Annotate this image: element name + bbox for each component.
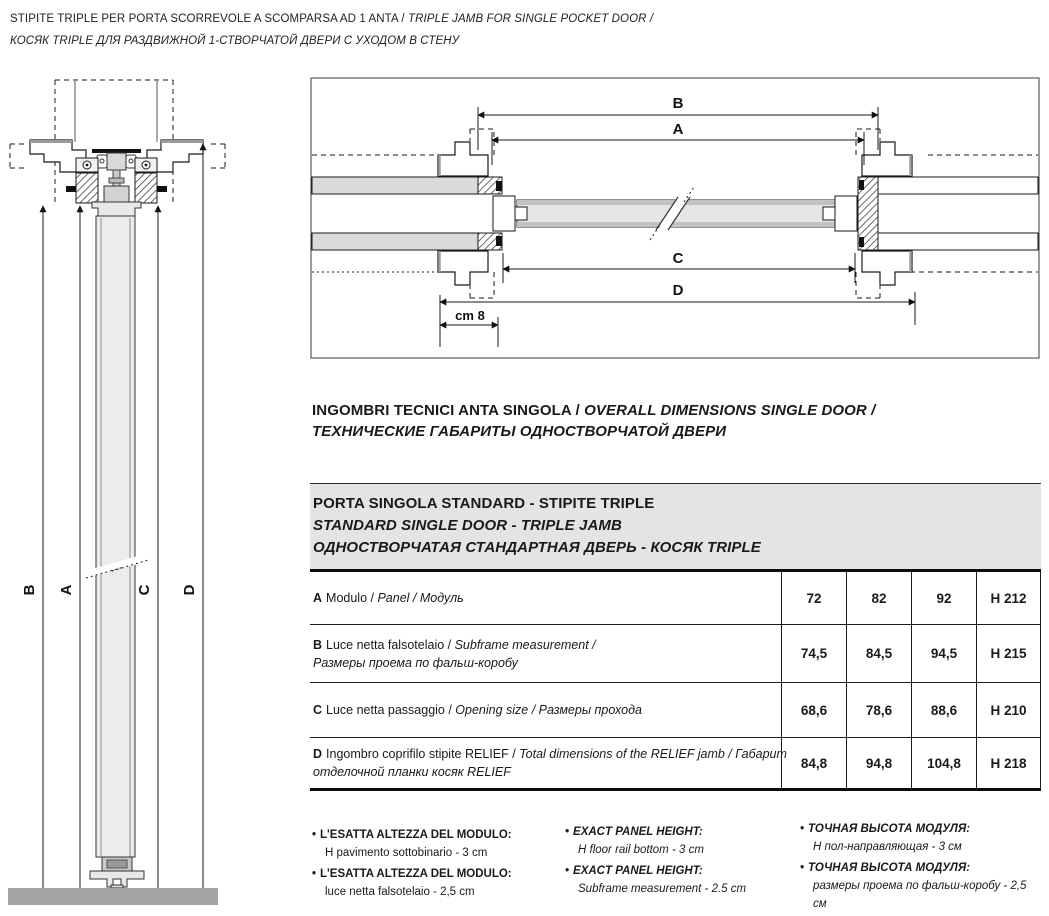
heading-line2 bbox=[312, 421, 1032, 442]
dim-label-d: D bbox=[181, 584, 198, 596]
dim-label-d: D bbox=[672, 282, 684, 299]
cell-value: 84,8 bbox=[781, 738, 846, 788]
footnotes-russian bbox=[800, 820, 1043, 916]
page-title-line2-ru: КОСЯК TRIPLE ДЛЯ РАЗДВИЖНОЙ 1-СТВОРЧАТОЙ ДВЕРИ С УХОДОМ В СТЕНУ bbox=[10, 35, 460, 47]
wall-lower-left bbox=[312, 233, 478, 250]
dim-label-cm8: cm 8 bbox=[455, 308, 485, 323]
cell-value: 68,6 bbox=[781, 683, 846, 737]
note-detail: Subframe measurement - 2.5 cm bbox=[578, 883, 747, 895]
heading-line1-it: INGOMBRI TECNICI ANTA SINGOLA / bbox=[312, 402, 585, 419]
dimensions-table bbox=[310, 483, 1041, 791]
table-header-line1: PORTA SINGOLA STANDARD - STIPITE TRIPLE bbox=[313, 495, 655, 512]
row-letter: C bbox=[313, 703, 323, 717]
bullet-icon: • bbox=[800, 862, 805, 874]
track-carriage bbox=[92, 149, 141, 170]
cell-value: H 215 bbox=[976, 625, 1041, 682]
wall-upper-right bbox=[878, 177, 1038, 194]
page-title-line1-en: TRIPLE JAMB FOR SINGLE POCKET DOOR / bbox=[407, 13, 654, 25]
section-drawing bbox=[0, 70, 235, 905]
note-title: • EXACT PANEL HEIGHT: bbox=[565, 826, 703, 838]
footnotes-italian bbox=[312, 820, 565, 916]
note-detail: H floor rail bottom - 3 cm bbox=[578, 844, 704, 856]
dim-label-c: C bbox=[672, 250, 684, 267]
note-item bbox=[312, 865, 565, 901]
row-letter: B bbox=[313, 637, 323, 652]
door-panel-plan bbox=[493, 187, 857, 240]
wall-lower-right bbox=[878, 233, 1038, 250]
overall-dimensions-heading bbox=[312, 400, 1032, 442]
cell-value: 88,6 bbox=[911, 683, 976, 737]
plan-drawing bbox=[310, 77, 1041, 360]
row-label-regular: Luce netta passaggio / bbox=[326, 703, 456, 717]
note-title: • L'ESATTA ALTEZZA DEL MODULO: bbox=[312, 829, 512, 841]
cell-value: 92 bbox=[911, 572, 976, 624]
note-detail: размеры проема по фальш-коробу - 2,5 см bbox=[813, 880, 1027, 910]
row-label-italic: Subframe measurement / bbox=[454, 637, 596, 652]
row-label bbox=[310, 572, 781, 624]
note-title: • ТОЧНАЯ ВЫСОТА МОДУЛЯ: bbox=[800, 823, 971, 835]
row-label-italic: Total dimensions of the RELIEF jamb / Габарит bbox=[519, 747, 787, 761]
cell-value: 82 bbox=[846, 572, 911, 624]
cell-value: H 210 bbox=[976, 683, 1041, 737]
cell-value: 104,8 bbox=[911, 738, 976, 788]
row-label-line2: отделочной планки косяк RELIEF bbox=[313, 765, 511, 779]
note-detail: luce netta falsotelaio - 2,5 cm bbox=[325, 886, 475, 898]
table-row-b bbox=[310, 625, 1041, 683]
table-header bbox=[310, 483, 1041, 572]
note-title: • ТОЧНАЯ ВЫСОТА МОДУЛЯ: bbox=[800, 862, 971, 874]
note-item bbox=[312, 826, 565, 862]
note-item bbox=[565, 862, 800, 898]
row-label-regular: Modulo / bbox=[326, 591, 378, 605]
cell-value: 78,6 bbox=[846, 683, 911, 737]
row-label-regular: Luce netta falsotelaio / bbox=[326, 637, 455, 652]
page-title bbox=[10, 8, 730, 52]
heading-line1 bbox=[312, 400, 1032, 421]
trim-upper-left bbox=[438, 129, 494, 176]
page-title-line1 bbox=[10, 8, 730, 30]
dim-label-a: A bbox=[672, 121, 684, 138]
cell-value: H 218 bbox=[976, 738, 1041, 788]
row-label-regular: Ingombro coprifilo stipite RELIEF / bbox=[326, 747, 520, 761]
dim-label-b: B bbox=[672, 95, 684, 112]
footnotes-english bbox=[565, 820, 800, 916]
row-letter: A bbox=[313, 591, 323, 605]
bullet-icon: • bbox=[565, 865, 570, 877]
dim-label-a: A bbox=[58, 584, 75, 596]
note-item bbox=[565, 823, 800, 859]
row-label-italic: Panel / Модуль bbox=[377, 591, 464, 605]
table-row-a bbox=[310, 572, 1041, 625]
cell-value: 72 bbox=[781, 572, 846, 624]
page-title-line1-it: STIPITE TRIPLE PER PORTA SCORREVOLE A SCOMPARSA AD 1 ANTA / bbox=[10, 13, 408, 25]
dim-label-b: B bbox=[21, 584, 38, 596]
dim-label-c: C bbox=[136, 584, 153, 596]
note-detail: Н пол-направляющая - 3 см bbox=[813, 841, 962, 853]
note-title: • EXACT PANEL HEIGHT: bbox=[565, 865, 703, 877]
trim-lower-left bbox=[438, 251, 494, 298]
floor-bar bbox=[8, 888, 218, 905]
row-label bbox=[310, 683, 781, 737]
bullet-icon: • bbox=[565, 826, 570, 838]
note-detail: H pavimento sottobinario - 3 cm bbox=[325, 847, 488, 859]
footnotes bbox=[312, 820, 1043, 916]
bullet-icon: • bbox=[312, 829, 317, 841]
page-title-line2 bbox=[10, 30, 730, 52]
table-header-line2: STANDARD SINGLE DOOR - TRIPLE JAMB bbox=[313, 517, 622, 534]
row-letter: D bbox=[313, 747, 323, 761]
row-label bbox=[310, 625, 781, 682]
door-panel-section bbox=[86, 216, 148, 857]
table-row-c bbox=[310, 683, 1041, 738]
row-label bbox=[310, 738, 787, 788]
cell-value: 94,8 bbox=[846, 738, 911, 788]
wall-upper-left bbox=[312, 177, 478, 194]
bullet-icon: • bbox=[800, 823, 805, 835]
row-label-line2: Размеры проема по фальш-коробу bbox=[313, 655, 518, 670]
floor-guide bbox=[90, 857, 144, 888]
cell-value: 94,5 bbox=[911, 625, 976, 682]
note-item bbox=[800, 820, 1043, 856]
table-row-d bbox=[310, 738, 1041, 791]
heading-line2-ru: ТЕХНИЧЕСКИЕ ГАБАРИТЫ ОДНОСТВОРЧАТОЙ ДВЕРИ bbox=[312, 423, 727, 440]
cell-value: 74,5 bbox=[781, 625, 846, 682]
cell-value: 84,5 bbox=[846, 625, 911, 682]
table-header-line3: ОДНОСТВОРЧАТАЯ СТАНДАРТНАЯ ДВЕРЬ - КОСЯК TRIPLE bbox=[313, 539, 761, 556]
cell-value: H 212 bbox=[976, 572, 1041, 624]
trim-lower-right bbox=[856, 251, 912, 298]
bullet-icon: • bbox=[312, 868, 317, 880]
heading-line1-en: OVERALL DIMENSIONS SINGLE DOOR / bbox=[584, 402, 876, 419]
note-title: • L'ESATTA ALTEZZA DEL MODULO: bbox=[312, 868, 512, 880]
row-label-italic: Opening size / Размеры прохода bbox=[455, 703, 642, 717]
